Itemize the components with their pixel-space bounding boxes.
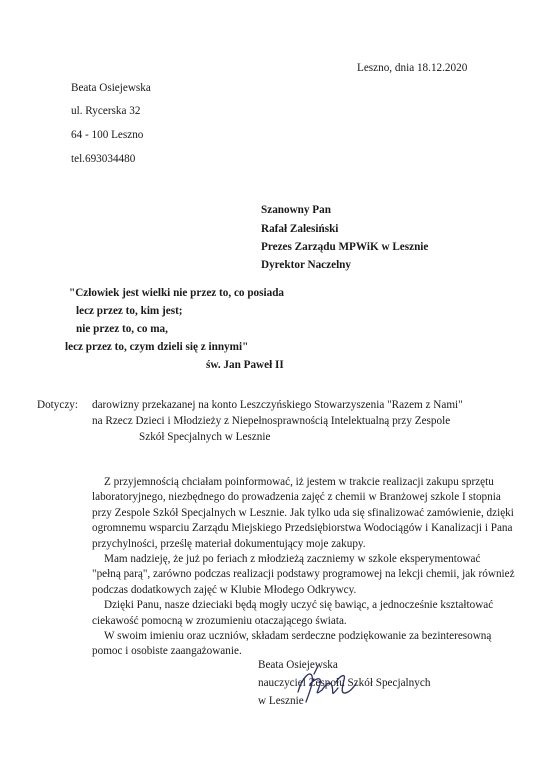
sender-city: 64 - 100 Leszno [71,129,144,141]
body-line: Dzięki Panu, nasze dzieciaki będą mogły uczyć się bawiąc, a jednocześnie kształtować [104,599,494,612]
handwritten-signature [292,662,358,710]
body-line: Mam nadzieję, że już po feriach z młodzieżą zaczniemy w szkole eksperymentować [104,552,481,565]
subject-line-2: na Rzecz Dzieci i Młodzieży z Niepełnosprawnością Intelektualną przy Zespole [92,415,451,427]
body-line: Z przyjemnością chciałam poinformować, iż jestem w trakcie realizacji zakupu sprzętu [104,476,494,488]
subject-line-1: darowizny przekazanej na konto Leszczyńskiego Stowarzyszenia "Razem z Nami" [92,399,463,411]
body-line: przychylności, prześlę materiał dokumentujący moje zakupy. [92,537,366,550]
letter-body [92,475,515,660]
body-line: "pełną parą", zarówno podczas realizacji podstawy programowej na lekcji chemii, jak również [92,568,515,581]
quote-line-4: lecz przez to, czym dzieli się z innymi" [65,341,249,353]
subject-label: Dotyczy: [37,399,79,411]
quote-line-2: lecz przez to, kim jest; [76,305,183,317]
signature-name: Beata Osiejewska [258,659,338,671]
body-line: laboratoryjnego, niezbędnego do prowadzenia zajęć z chemii w Branżowej szkole I stopnia [92,491,501,504]
body-line: przy Zespole Szkół Specjalnych w Lesznie. Jak tylko uda się sfinalizować zamówienie, dzięki [92,506,514,519]
recipient-salutation: Szanowny Pan [261,204,331,216]
signature-title: nauczyciel Zespołu Szkół Specjalnych [258,677,431,689]
sender-phone: tel.693034480 [71,153,136,165]
recipient-position: Prezes Zarządu MPWiK w Lesznie [261,241,429,253]
sender-name: Beata Osiejewska [71,82,151,94]
letter-date: Leszno, dnia 18.12.2020 [357,62,468,74]
subject-line-3: Szkół Specjalnych w Lesznie [139,431,271,443]
recipient-role: Dyrektor Naczelny [261,259,351,271]
quote-line-1: "Człowiek jest wielki nie przez to, co posiada [69,287,285,299]
body-line: W swoim imieniu oraz uczniów, składam serdeczne podziękowanie za bezinteresowną [104,629,492,642]
body-line: pomoc i osobiste zaangażowanie. [92,645,242,658]
body-line: podczas dodatkowych zajęć w Klubie Młodego Odkrywcy. [92,583,357,596]
sender-street: ul. Rycerska 32 [71,105,141,117]
signature-place: w Lesznie [258,695,304,707]
body-line: ogromnemu wsparciu Zarządu Miejskiego Przedsiębiorstwa Wodociągów i Kanalizacji i Pana [92,522,513,535]
quote-author: św. Jan Paweł II [206,359,284,371]
body-line: ciekawość pomocną w zrozumieniu otaczającego świata. [92,614,347,627]
recipient-name: Rafał Zalesiński [261,223,339,235]
quote-line-3: nie przez to, co ma, [76,323,168,335]
